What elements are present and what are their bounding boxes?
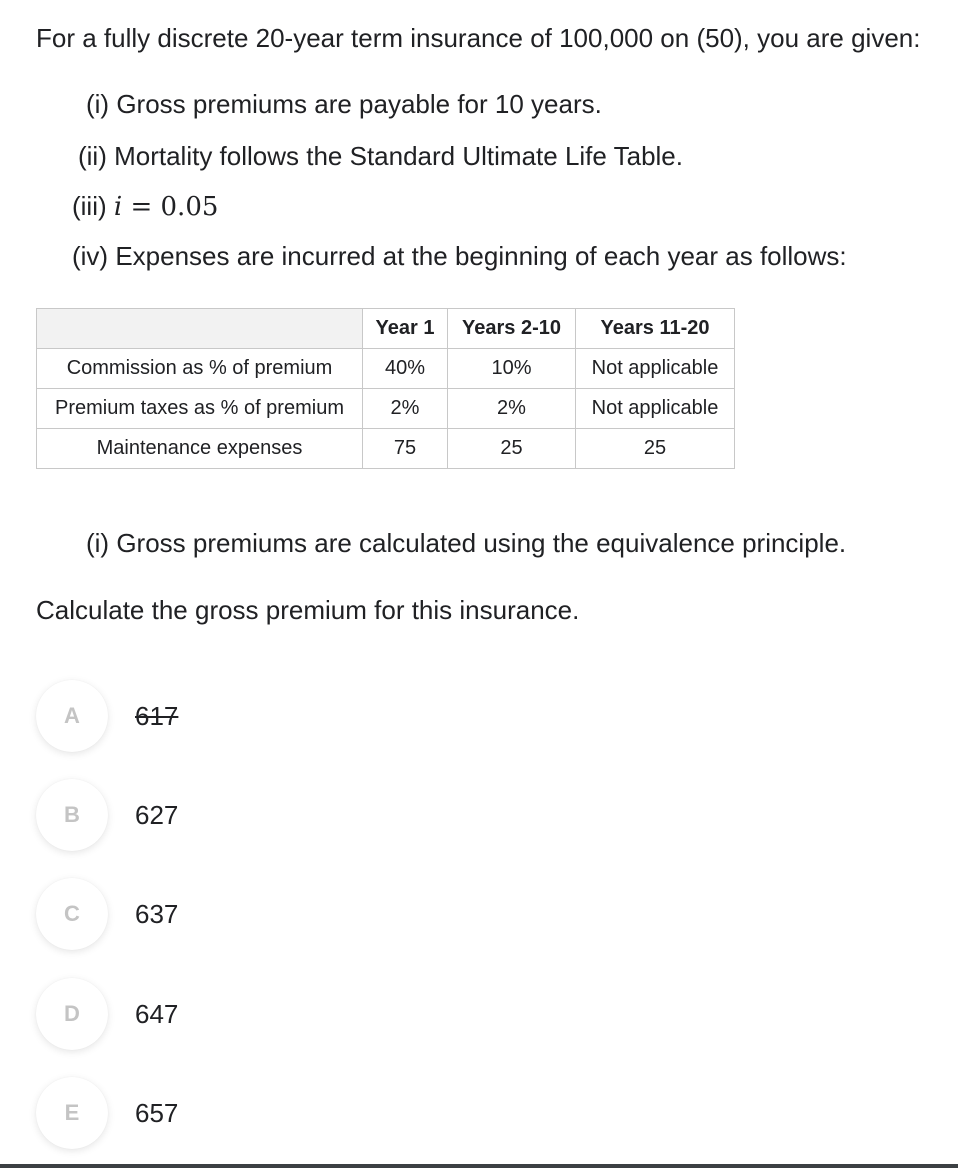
answer-option-d[interactable] [36, 977, 178, 1051]
option-value[interactable]: 657 [135, 1097, 179, 1128]
table-row [37, 349, 735, 389]
table-cell: Not applicable [576, 349, 735, 389]
option-letter-badge[interactable]: E [36, 1077, 108, 1149]
table-cell: 10% [448, 349, 576, 389]
interest-value: = 0.05 [122, 192, 219, 222]
table-cell: 2% [448, 389, 576, 429]
given-item-4: (iv) Expenses are incurred at the beginning of each year as follows: [72, 241, 847, 271]
option-value[interactable]: 637 [135, 898, 179, 929]
table-header-cell: Years 11-20 [576, 309, 735, 349]
answer-option-b[interactable] [36, 778, 178, 852]
table-cell: 25 [576, 429, 735, 469]
expense-table [36, 308, 735, 469]
answer-option-e[interactable] [36, 1076, 178, 1150]
option-value[interactable]: 617 [135, 700, 179, 731]
table-cell: 25 [448, 429, 576, 469]
option-value[interactable]: 647 [135, 998, 179, 1029]
given-item-1: (i) Gross premiums are payable for 10 years. [86, 89, 602, 119]
option-letter-badge[interactable]: A [36, 680, 108, 752]
table-cell: 75 [363, 429, 448, 469]
table-row [37, 389, 735, 429]
question-prompt: Calculate the gross premium for this insurance. [36, 595, 580, 625]
given-item-3-label: (iii) [72, 191, 114, 221]
table-header-row [37, 309, 735, 349]
table-row [37, 429, 735, 469]
given-item-2: (ii) Mortality follows the Standard Ultimate Life Table. [78, 141, 683, 171]
answer-option-c[interactable] [36, 877, 178, 951]
option-letter-badge[interactable]: B [36, 779, 108, 851]
table-cell: Maintenance expenses [37, 429, 363, 469]
table-header-cell [37, 309, 363, 349]
bottom-divider [0, 1164, 958, 1168]
table-cell: Premium taxes as % of premium [37, 389, 363, 429]
given-item-5: (i) Gross premiums are calculated using the equivalence principle. [86, 528, 847, 558]
question-intro: For a fully discrete 20-year term insurance of 100,000 on (50), you are given: [36, 23, 921, 53]
table-cell: Commission as % of premium [37, 349, 363, 389]
table-header-cell: Year 1 [363, 309, 448, 349]
option-letter-badge[interactable]: D [36, 978, 108, 1050]
table-cell: Not applicable [576, 389, 735, 429]
table-header-cell: Years 2-10 [448, 309, 576, 349]
option-letter-badge[interactable]: C [36, 878, 108, 950]
table-cell: 40% [363, 349, 448, 389]
interest-variable: i [113, 192, 123, 222]
option-value[interactable]: 627 [135, 799, 179, 830]
table-cell: 2% [363, 389, 448, 429]
given-item-3 [72, 188, 218, 225]
answer-option-a[interactable] [36, 679, 178, 753]
